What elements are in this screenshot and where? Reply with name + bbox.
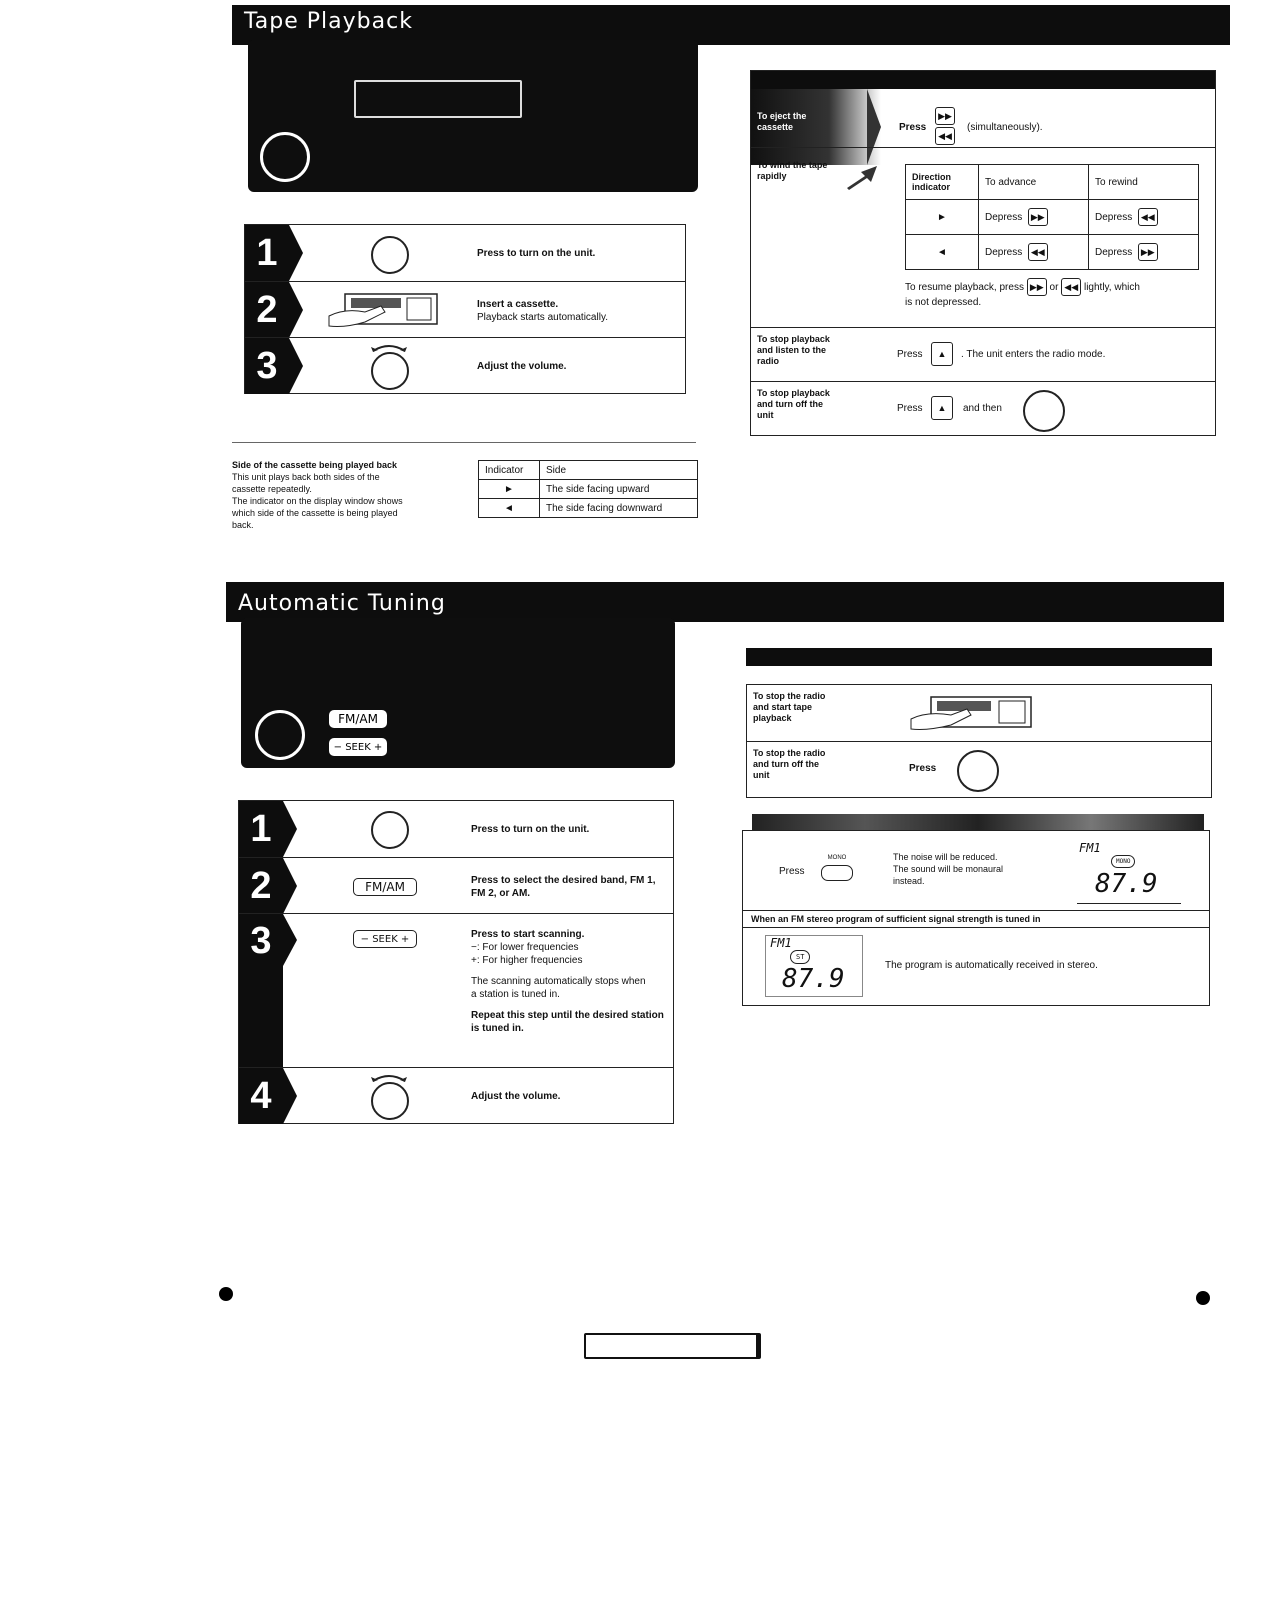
step-number: 3 [245, 338, 289, 394]
table-row [479, 480, 698, 499]
panel-header-bar [751, 71, 1215, 89]
row-label: rapidly [757, 171, 787, 181]
mono-panel-header-bar [752, 814, 1204, 830]
automatic-tuning-title: Automatic Tuning [238, 591, 446, 616]
tape-playback-header [232, 5, 1230, 45]
step-number: 3 [239, 914, 283, 1068]
press-text: Press [779, 866, 805, 877]
stereo-panel [742, 910, 1210, 1006]
row-label: and start tape [753, 702, 813, 712]
indicator-cell: ◄ [906, 235, 979, 270]
row-label: unit [757, 410, 774, 420]
insert-cassette-illustration [325, 286, 445, 334]
row-label: To stop the radio [753, 691, 826, 701]
step-arrow-icon [283, 858, 297, 914]
indicator-cell: ► [906, 200, 979, 235]
depress-text: Depress [1095, 247, 1133, 258]
table-header: Side [540, 461, 698, 480]
fm-am-button[interactable]: FM/AM [353, 878, 417, 896]
band-label: FM1 [770, 936, 792, 950]
row-label: and turn off the [753, 759, 819, 769]
radio-mode-text: . The unit enters the radio mode. [961, 349, 1106, 360]
tape-playback-illustration [248, 40, 698, 192]
mono-panel [742, 830, 1210, 915]
side-note-line: The indicator on the display window shows [232, 496, 403, 506]
stereo-display [765, 935, 863, 997]
row-label: To stop playback [757, 334, 830, 344]
table-header: Indicator [479, 461, 540, 480]
table-header: To advance [979, 165, 1089, 200]
press-text: Press [897, 403, 923, 414]
resume-or-text: or [1049, 282, 1059, 293]
power-knob-icon[interactable] [1023, 390, 1065, 432]
press-text: Press [897, 349, 923, 360]
frequency-readout: 87.9 [1095, 869, 1158, 899]
stop-listen-radio-row [751, 327, 1215, 382]
step-text-line1: Press to start scanning. [471, 929, 585, 940]
mono-text: The sound will be monaural [893, 864, 1004, 874]
side-table [478, 460, 698, 518]
row-label: To stop the radio [753, 748, 826, 758]
fast-forward-button[interactable]: ▶▶ [1138, 243, 1158, 261]
step-text-line2: FM 2, or AM. [471, 888, 531, 899]
registration-dot [1196, 1291, 1210, 1305]
resume-text: To resume playback, press [905, 282, 1024, 293]
tape-operations-panel [750, 70, 1216, 436]
step-text: Adjust the volume. [471, 1091, 561, 1102]
mono-label: MONO [827, 855, 847, 861]
step-1 [239, 801, 673, 857]
volume-knob-icon [371, 352, 409, 390]
power-knob-icon [260, 132, 310, 182]
table-row [906, 200, 1199, 235]
depress-text: Depress [985, 212, 1023, 223]
step-arrow-icon [289, 225, 303, 281]
step-arrow-icon [289, 282, 303, 338]
side-note-line: back. [232, 520, 254, 530]
power-knob-icon[interactable] [957, 750, 999, 792]
plus-text: +: For higher frequencies [471, 955, 583, 966]
step-number: 4 [239, 1068, 283, 1124]
step-text-line2: Playback starts automatically. [477, 312, 608, 323]
rewind-button[interactable]: ◀◀ [1028, 243, 1048, 261]
rotate-arrow-icon [369, 1071, 409, 1083]
mono-button[interactable] [821, 865, 853, 881]
depress-text: Depress [985, 247, 1023, 258]
header-text: Direction indicator [912, 172, 952, 192]
band-label: FM1 [1079, 841, 1101, 855]
row-label: playback [753, 713, 792, 723]
simultaneous-text: (simultaneously). [967, 122, 1043, 133]
row-label: To eject the [757, 111, 807, 121]
resume-text: is not depressed. [905, 297, 982, 308]
fast-forward-button[interactable]: ▶▶ [935, 107, 955, 125]
rotate-arrow-icon [369, 341, 409, 353]
wind-row [751, 147, 1215, 328]
mono-text: instead. [893, 876, 925, 886]
stop-radio-start-tape-row [747, 685, 1211, 741]
fm-am-button: FM/AM [329, 710, 387, 728]
step-text: Press to turn on the unit. [477, 248, 596, 259]
mono-text: The noise will be reduced. [893, 852, 998, 862]
row-label: To wind the tape [757, 160, 828, 170]
rewind-button[interactable]: ◀◀ [1138, 208, 1158, 226]
table-header-row [479, 461, 698, 480]
page-number-box [584, 1333, 761, 1359]
power-knob-icon [255, 710, 305, 760]
frequency-readout: 87.9 [782, 964, 845, 994]
step-number: 1 [245, 225, 289, 281]
side-note-line: This unit plays back both sides of the [232, 472, 380, 482]
step-2 [239, 857, 673, 914]
row-label: To stop playback [757, 388, 830, 398]
cassette-slot [354, 80, 522, 118]
step-3 [245, 337, 685, 394]
side-cell: The side facing upward [540, 480, 698, 499]
mono-badge: MONO [1111, 855, 1135, 868]
rewind-cell [1089, 235, 1199, 270]
automatic-tuning-header [226, 582, 1224, 622]
auto-stop-text: The scanning automatically stops when [471, 976, 646, 987]
tape-playback-steps [244, 224, 686, 394]
auto-stop-text: a station is tuned in. [471, 989, 560, 1000]
side-note [232, 459, 452, 531]
and-then-text: and then [963, 403, 1002, 414]
press-text: Press [899, 122, 927, 133]
step-text: Adjust the volume. [477, 361, 567, 372]
rewind-cell [1089, 200, 1199, 235]
registration-dot [219, 1287, 233, 1301]
resume-text: lightly, which [1083, 282, 1140, 293]
step-arrow-icon [283, 1068, 297, 1124]
step-number: 1 [239, 801, 283, 857]
tape-playback-title: Tape Playback [244, 9, 413, 34]
row-label: and listen to the [757, 345, 827, 355]
wind-table [905, 164, 1199, 270]
wind-arrow-icon [845, 162, 881, 192]
tuning-panel-header-bar [746, 648, 1212, 666]
step-number: 2 [245, 282, 289, 338]
power-knob-icon [371, 236, 409, 274]
step-3 [239, 913, 673, 1068]
step-number: 2 [239, 858, 283, 914]
advance-cell [979, 200, 1089, 235]
automatic-tuning-illustration [241, 618, 675, 768]
fast-forward-button[interactable]: ▶▶ [1027, 278, 1047, 296]
side-note-heading: Side of the cassette being played back [232, 460, 398, 470]
automatic-tuning-steps [238, 800, 674, 1124]
table-header [906, 165, 979, 200]
divider [743, 927, 1209, 928]
seek-button: − SEEK + [329, 738, 387, 756]
eject-button[interactable]: ▲ [931, 342, 953, 366]
repeat-text: is tuned in. [471, 1023, 524, 1034]
repeat-text: Repeat this step until the desired station [471, 1010, 664, 1021]
stop-turn-off-row [751, 381, 1215, 436]
divider [232, 442, 696, 443]
step-text-line1: Insert a cassette. [477, 299, 559, 310]
minus-text: −: For lower frequencies [471, 942, 579, 953]
step-1 [245, 225, 685, 281]
depress-text: Depress [1095, 212, 1133, 223]
stop-radio-turn-off-row [747, 741, 1211, 798]
row-label: cassette [757, 122, 794, 132]
eject-button[interactable]: ▲ [931, 396, 953, 420]
step-text: Press to turn on the unit. [471, 824, 590, 835]
stereo-heading: When an FM stereo program of sufficient signal strength is tuned in [751, 914, 1041, 924]
table-header: To rewind [1089, 165, 1199, 200]
row-label: radio [757, 356, 780, 366]
resume-note [905, 278, 1205, 309]
indicator-cell: ◄ [479, 499, 540, 518]
table-header-row [906, 165, 1199, 200]
table-row [479, 499, 698, 518]
stereo-badge: ST [790, 950, 810, 964]
table-row [906, 235, 1199, 270]
step-arrow-icon [289, 338, 303, 394]
insert-cassette-illustration [907, 689, 1037, 737]
radio-operations-panel [746, 684, 1212, 798]
advance-cell [979, 235, 1089, 270]
step-4 [239, 1067, 673, 1124]
step-arrow-icon [283, 914, 297, 966]
step-2 [245, 281, 685, 338]
side-note-line: which side of the cassette is being played [232, 508, 398, 518]
stereo-text: The program is automatically received in stereo. [885, 960, 1098, 971]
step-arrow-icon [283, 801, 297, 857]
fast-forward-button[interactable]: ▶▶ [1028, 208, 1048, 226]
step-text-line1: Press to select the desired band, FM 1, [471, 875, 656, 886]
rewind-button[interactable]: ◀◀ [935, 127, 955, 145]
volume-knob-icon [371, 1082, 409, 1120]
side-cell: The side facing downward [540, 499, 698, 518]
press-text: Press [909, 763, 937, 774]
side-note-line: cassette repeatedly. [232, 484, 312, 494]
indicator-cell: ► [479, 480, 540, 499]
power-knob-icon [371, 811, 409, 849]
rewind-button[interactable]: ◀◀ [1061, 278, 1081, 296]
row-label: unit [753, 770, 770, 780]
seek-button[interactable]: − SEEK + [353, 930, 417, 948]
mono-display [1077, 841, 1181, 904]
row-label: and turn off the [757, 399, 823, 409]
